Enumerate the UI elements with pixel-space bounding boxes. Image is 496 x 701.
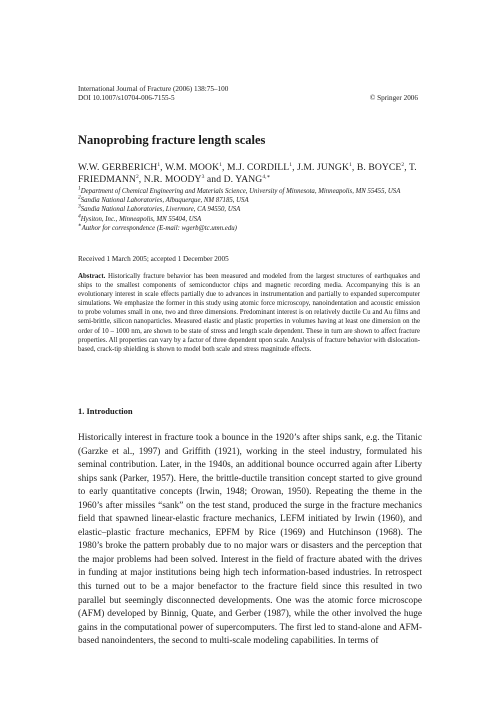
journal-citation: International Journal of Fracture (2006) 138:75–100 <box>78 85 229 93</box>
affiliation-text: Hysiton, Inc., Minneapolis, MN 55404, USA <box>80 215 202 223</box>
affiliation <box>78 187 423 196</box>
affiliation-mark: 3 <box>78 204 81 211</box>
affiliation-mark: 1 <box>78 185 81 192</box>
author-affiliation-mark: 1 <box>348 161 352 168</box>
journal-header <box>78 85 418 103</box>
author-list <box>78 162 423 186</box>
paper-title: Nanoprobing fracture length scales <box>78 133 266 147</box>
author-affiliation-mark: 3 <box>201 173 205 180</box>
author-separator: , <box>351 162 357 173</box>
affiliation <box>78 196 423 205</box>
affiliation-mark: 4 <box>78 213 81 220</box>
copyright: © Springer 2006 <box>369 94 418 102</box>
author-affiliation-mark: 1 <box>157 161 161 168</box>
doi: DOI 10.1007/s10704-006-7155-5 <box>78 94 175 102</box>
author-separator: , <box>160 162 165 173</box>
abstract-text: Historically fracture behavior has been measured and modeled from the largest structures of earthquakes and ships to the smallest components of semiconductor chips and magnetic recording media. Accompanying this is an evolutionary interest in scale effects partially due to advances in instrumentation and partially to expanded supercomputer simulations. We emphasize the former in this study using atomic force microscopy, nanoindentation and acoustic emission to probe volumes small in one, two and three dimensions. Predominant interest is on relatively ductile Cu and Au films and semi-brittle, silicon nanoparticles. Measured elastic and plastic properties in volumes having at least one dimension on the order of 10 – 1000 nm, are shown to be state of stress and length scale dependent. These in turn are shown to affect fracture properties. All properties can vary by a factor of three dependent upon scale. Analysis of fracture behavior with dislocation-based, crack-tip shielding is shown to model both scale and stress magnitude effects. <box>78 273 420 353</box>
author-affiliation-mark: 2 <box>401 161 405 168</box>
affiliation-text: Department of Chemical Engineering and Materials Science, University of Minnesota, Minneapolis, MN 55455, USA <box>80 188 401 195</box>
author-name: N.R. MOODY <box>143 174 202 185</box>
abstract-label: Abstract. <box>78 273 106 280</box>
author-separator: , <box>138 174 144 185</box>
author-name: B. BOYCE <box>356 162 402 173</box>
author-name: T. FRIEDMANN <box>78 162 417 185</box>
affiliation <box>78 215 423 224</box>
affiliation <box>78 224 423 233</box>
affiliation-mark: ∗ <box>78 222 82 229</box>
abstract <box>78 272 420 354</box>
author-separator: , <box>292 162 298 173</box>
author-affiliation-mark: 1 <box>219 161 222 168</box>
affiliation-text: Sandia National Laboratories, Livermore, CA 94550, USA <box>80 206 241 214</box>
author-separator: and <box>204 174 224 185</box>
author-affiliation-mark: 4,∗ <box>262 173 271 180</box>
affiliation <box>78 205 423 214</box>
affiliation-mark: 2 <box>78 194 81 201</box>
affiliation-list <box>78 187 423 233</box>
affiliation-text: Author for correspondence (E-mail: wgerb@tc.umn.edu) <box>81 224 237 232</box>
author-name: W.W. GERBERICH <box>78 162 158 173</box>
section-heading: 1. Introduction <box>78 406 133 416</box>
author-name: W.M. MOOK <box>165 162 220 173</box>
author-separator: , <box>404 162 410 173</box>
author-affiliation-mark: 1 <box>289 161 293 168</box>
author-name: M.J. CORDILL <box>226 162 290 173</box>
received-dates: Received 1 March 2005; accepted 1 December 2005 <box>78 255 229 263</box>
introduction-text: Historically interest in fracture took a bounce in the 1920’s after ships sank, e.g. the Titanic (Garzke et al., 1997) and Griffith (1921), working in the steel industry, formulated his seminal contribution. Later, in the 1940s, an additional bounce occurred again after Liberty ships sank (Parker, 1957). Here, the brittle-ductile transition concept started to give ground to early quantitative concepts (Irwin, 1948; Orowan, 1950). Repeating the theme in the 1960’s after missiles “sank” on the test stand, produced the surge in the fracture mechanics field that spawned linear-elastic fracture mechanics, LEFM initiated by Irwin (1960), and elastic–plastic fracture mechanics, EPFM by Rice (1969) and Hutchinson (1968). The 1980’s broke the pattern probably due to no major wars or disasters and the perception that the major problems had been solved. Interest in the field of fracture abated with the drives in funding at major institutions being high tech information-based industries. In retrospect this turned out to be a major benefactor to the fracture field since this resulted in two parallel but seemingly disconnected developments. One was the atomic force microscope (AFM) developed by Binnig, Quate, and Gerber (1987), while the other involved the huge gains in the computational power of supercomputers. The first led to stand-alone and AFM-based nanoindenters, the second to multi-scale modeling capabilities. In terms of <box>78 433 422 647</box>
author-separator: , <box>221 162 227 173</box>
affiliation-text: Sandia National Laboratories, Albuquerque, NM 87185, USA <box>80 197 249 205</box>
author-name: J.M. JUNGK <box>297 162 349 173</box>
author-affiliation-mark: 2 <box>135 173 139 180</box>
author-name: D. YANG <box>223 174 263 185</box>
